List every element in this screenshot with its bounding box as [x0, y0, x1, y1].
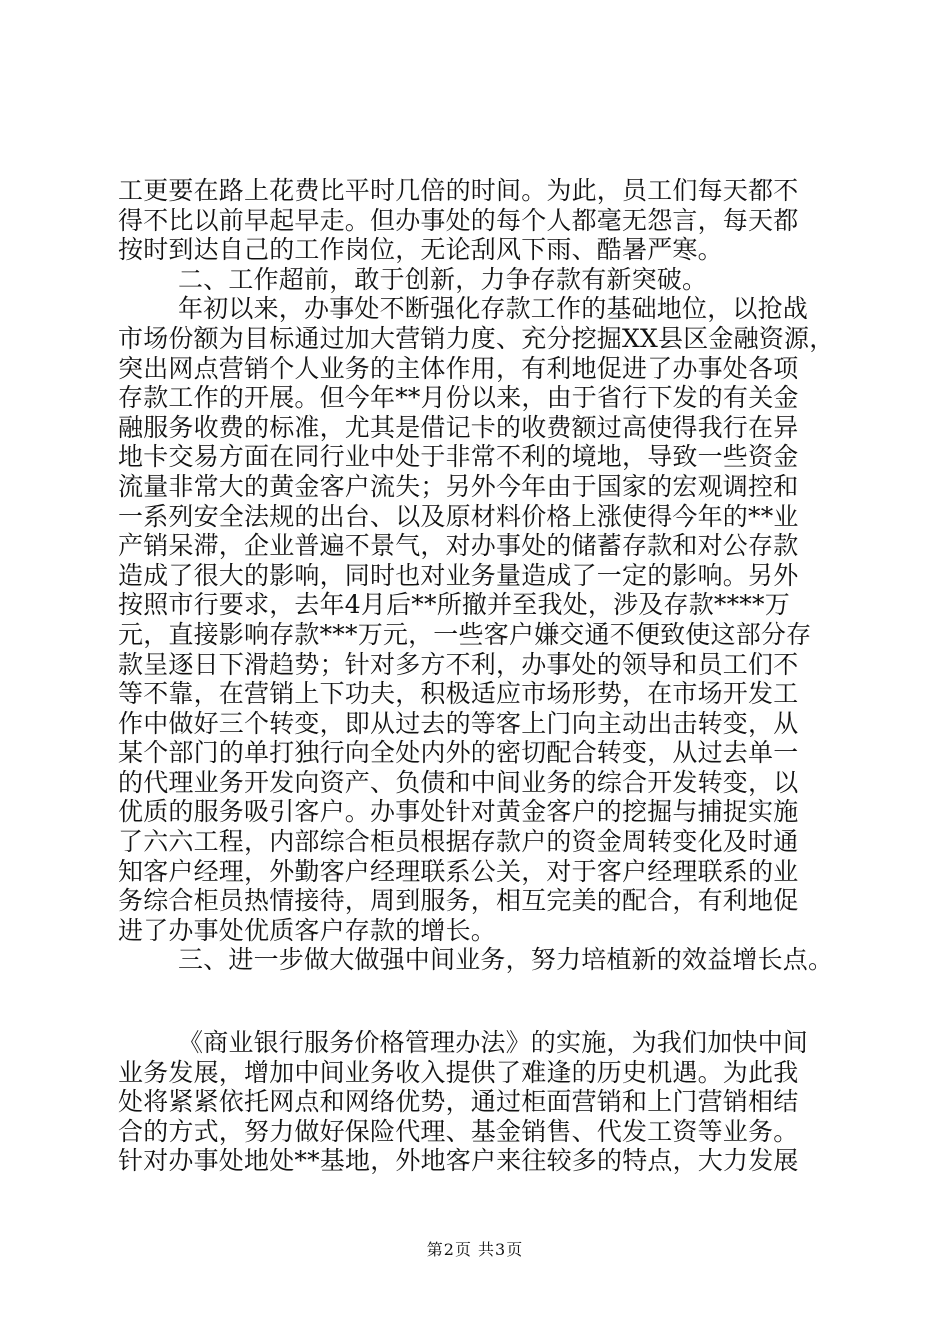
text-line: 市场份额为目标通过加大营销力度、充分挖掘XX县区金融资源，	[118, 323, 835, 353]
text-line: 流量非常大的黄金客户流失；另外今年由于国家的宏观调控和	[118, 471, 799, 501]
text-line: 一系列安全法规的出台、以及原材料价格上涨使得今年的**业	[118, 501, 799, 531]
text-line: 造成了很大的影响，同时也对业务量造成了一定的影响。另外	[118, 560, 799, 590]
body-text-section-2	[118, 1028, 838, 1176]
text-line: 产销呆滞，企业普遍不景气，对办事处的储蓄存款和对公存款	[118, 531, 799, 561]
text-line: 知客户经理，外勤客户经理联系公关，对于客户经理联系的业	[118, 856, 799, 886]
text-line: 得不比以前早起早走。但办事处的每个人都毫无怨言，每天都	[118, 205, 799, 235]
section-heading-2: 二、工作超前，敢于创新，力争存款有新突破。	[178, 264, 708, 294]
text-line: 款呈逐日下滑趋势；针对多方不利，办事处的领导和员工们不	[118, 649, 799, 679]
text-line: 按时到达自己的工作岗位，无论刮风下雨、酷暑严寒。	[118, 235, 723, 265]
section-heading-3: 三、进一步做大做强中间业务，努力培植新的效益增长点。	[178, 945, 834, 975]
text-line: 工更要在路上花费比平时几倍的时间。为此，员工们每天都不	[118, 176, 799, 205]
text-line: 业务发展，增加中间业务收入提供了难逢的历史机遇。为此我	[118, 1057, 799, 1087]
text-line: 作中做好三个转变，即从过去的等客上门向主动出击转变，从	[118, 708, 799, 738]
text-line: 融服务收费的标准，尤其是借记卡的收费额过高使得我行在异	[118, 412, 799, 442]
text-line: 年初以来，办事处不断强化存款工作的基础地位，以抢战	[178, 294, 809, 324]
text-line: 进了办事处优质客户存款的增长。	[118, 915, 497, 945]
text-line: 合的方式，努力做好保险代理、基金销售、代发工资等业务。	[118, 1116, 799, 1146]
text-line: 存款工作的开展。但今年**月份以来，由于省行下发的有关金	[118, 383, 799, 413]
text-line: 等不靠，在营销上下功夫，积极适应市场形势，在市场开发工	[118, 679, 799, 709]
text-line: 务综合柜员热情接待，周到服务，相互完美的配合，有利地促	[118, 886, 799, 916]
text-line: 突出网点营销个人业务的主体作用，有利地促进了办事处各项	[118, 353, 799, 383]
text-line: 《商业银行服务价格管理办法》的实施，为我们加快中间	[178, 1028, 809, 1057]
text-line: 地卡交易方面在同行业中处于非常不利的境地，导致一些资金	[118, 442, 799, 472]
text-line: 针对办事处地处**基地，外地客户来往较多的特点，大力发展	[118, 1146, 799, 1176]
text-line: 元，直接影响存款***万元，一些客户嫌交通不便致使这部分存	[118, 619, 812, 649]
text-line: 处将紧紧依托网点和网络优势，通过柜面营销和上门营销相结	[118, 1087, 799, 1117]
text-line: 了六六工程，内部综合柜员根据存款户的资金周转变化及时通	[118, 827, 799, 857]
text-line: 某个部门的单打独行向全处内外的密切配合转变，从过去单一	[118, 738, 799, 768]
body-text-section-1	[118, 176, 838, 975]
text-line: 按照市行要求，去年4月后**所撤并至我处，涉及存款****万	[118, 590, 790, 620]
text-line: 的代理业务开发向资产、负债和中间业务的综合开发转变，以	[118, 767, 799, 797]
text-line: 优质的服务吸引客户。办事处针对黄金客户的挖掘与捕捉实施	[118, 797, 799, 827]
page-number-footer: 第2页 共3页	[426, 1240, 524, 1259]
